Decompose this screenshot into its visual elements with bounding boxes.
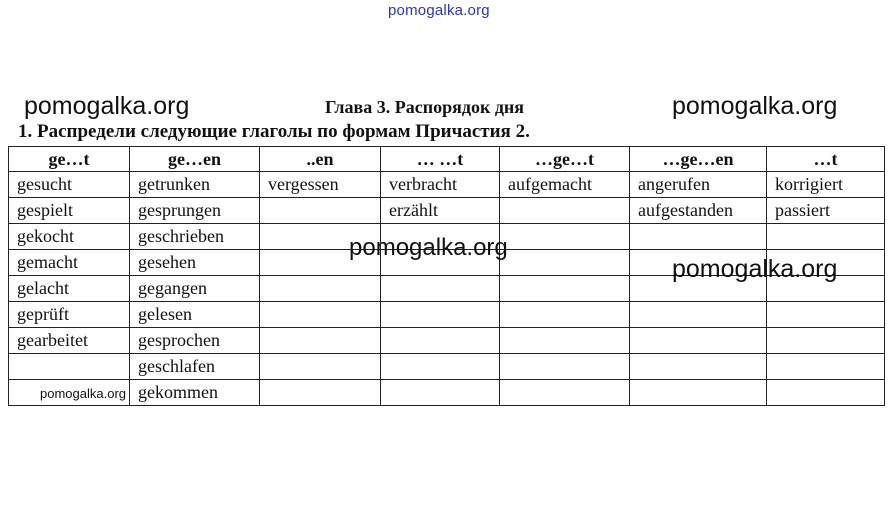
table-cell [260, 276, 381, 302]
header-sep-ge-en: …ge…en [630, 147, 767, 172]
table-cell [260, 380, 381, 406]
table-cell: gelesen [130, 302, 260, 328]
table-cell [630, 224, 767, 250]
table-cell: gekommen [130, 380, 260, 406]
header-ge-en: ge…en [130, 147, 260, 172]
table-cell: gesprochen [130, 328, 260, 354]
header-ge-t: ge…t [9, 147, 130, 172]
table-row [9, 172, 885, 198]
table-cell [9, 354, 130, 380]
header-prefix-t: … …t [381, 147, 500, 172]
table-cell [630, 302, 767, 328]
table-cell: verbracht [381, 172, 500, 198]
table-cell [767, 224, 885, 250]
table-header-row [9, 147, 885, 172]
table-cell [381, 354, 500, 380]
header-t: …t [767, 147, 885, 172]
watermark-center: pomogalka.org [349, 234, 508, 261]
watermark-small-left: pomogalka.org [40, 386, 126, 401]
table-cell: angerufen [630, 172, 767, 198]
watermark-right: pomogalka.org [672, 92, 838, 120]
table-row [9, 302, 885, 328]
table-cell [500, 302, 630, 328]
table-cell: aufgestanden [630, 198, 767, 224]
table-cell: gekocht [9, 224, 130, 250]
table-cell [260, 328, 381, 354]
table-cell [767, 328, 885, 354]
table-cell [767, 380, 885, 406]
table-cell: gemacht [9, 250, 130, 276]
table-cell: gegangen [130, 276, 260, 302]
table-cell: vergessen [260, 172, 381, 198]
table-cell [500, 328, 630, 354]
table-cell: gelacht [9, 276, 130, 302]
table-cell [381, 380, 500, 406]
watermark-top: pomogalka.org [388, 2, 490, 19]
table-cell [630, 328, 767, 354]
table-cell [630, 380, 767, 406]
table-row [9, 354, 885, 380]
table-cell [500, 354, 630, 380]
table-cell [500, 224, 630, 250]
table-cell [500, 198, 630, 224]
header-sep-ge-t: …ge…t [500, 147, 630, 172]
table-cell [500, 276, 630, 302]
chapter-title: Глава 3. Распорядок дня [325, 97, 525, 117]
table-row [9, 380, 885, 406]
table-cell: geprüft [9, 302, 130, 328]
table-cell: geschrieben [130, 224, 260, 250]
task-heading: 1. Распредели следующие глаголы по формам Причастия 2. [18, 121, 530, 142]
table-cell: gearbeitet [9, 328, 130, 354]
table-cell: passiert [767, 198, 885, 224]
table-cell [381, 328, 500, 354]
header-en: ..en [260, 147, 381, 172]
table-cell: aufgemacht [500, 172, 630, 198]
table-cell [500, 380, 630, 406]
table-cell: gespielt [9, 198, 130, 224]
table-cell [767, 302, 885, 328]
table-row [9, 328, 885, 354]
table-cell: gesucht [9, 172, 130, 198]
table-cell: gesehen [130, 250, 260, 276]
table-cell: korrigiert [767, 172, 885, 198]
table-cell [260, 302, 381, 328]
table-row [9, 198, 885, 224]
watermark-right-lower: pomogalka.org [672, 255, 838, 283]
table-cell [630, 354, 767, 380]
table-cell [767, 354, 885, 380]
table-cell: getrunken [130, 172, 260, 198]
table-cell [260, 354, 381, 380]
table-cell: erzählt [381, 198, 500, 224]
table-cell: geschlafen [130, 354, 260, 380]
table-cell [381, 302, 500, 328]
table-cell [381, 276, 500, 302]
table-cell [500, 250, 630, 276]
table-cell [260, 198, 381, 224]
watermark-left: pomogalka.org [24, 92, 190, 120]
table-cell: gesprungen [130, 198, 260, 224]
